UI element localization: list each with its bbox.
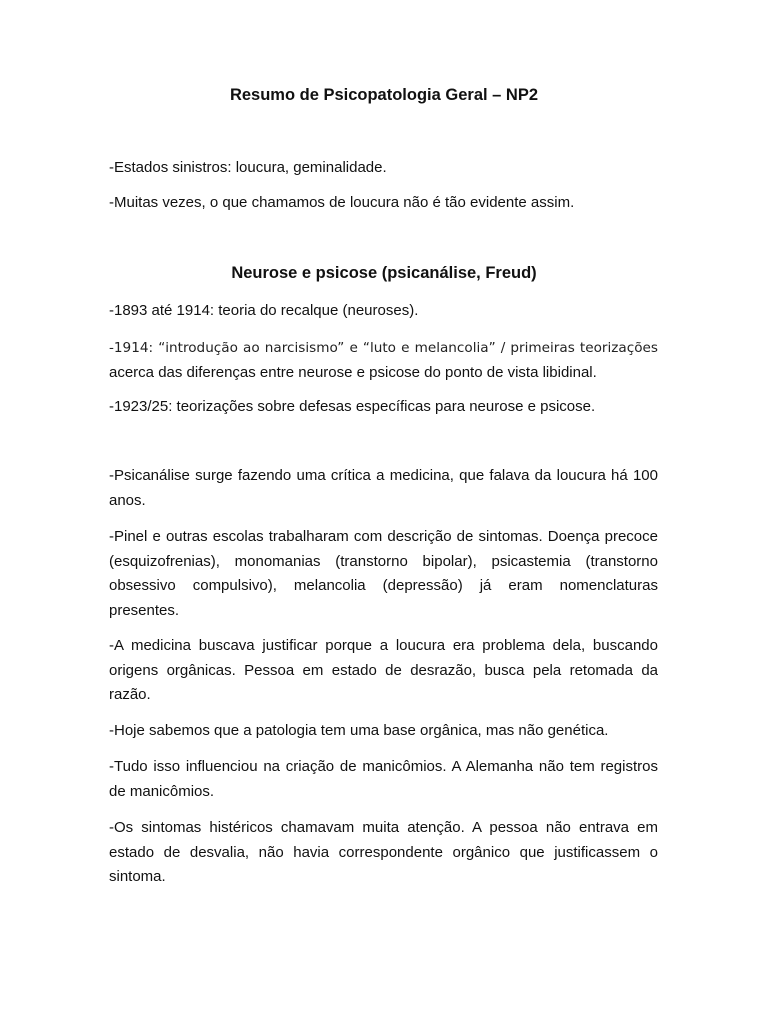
paragraph-2-line-1: -Pinel e outras escolas trabalharam com descrição de sintomas. Doença precoce [109,528,658,545]
timeline-item-3: -1923/25: teorizações sobre defesas específicas para neurose e psicose. [109,398,596,415]
paragraph-2-line-3: obsessivo compulsivo), melancolia (depressão) já eram nomenclaturas [109,577,658,594]
paragraph-6-line-3: sintoma. [109,868,166,885]
paragraph-2-line-2: (esquizofrenias), monomanias (transtorno bipolar), psicastemia (transtorno [109,552,658,570]
timeline-item-2 [109,336,658,385]
paragraph-3-line-1: -A medicina buscava justificar porque a loucura era problema dela, buscando [109,637,658,654]
paragraph-6-line-1: -Os sintomas histéricos chamavam muita atenção. A pessoa não entrava em [109,819,658,836]
paragraph-3-line-2: origens orgânicas. Pessoa em estado de desrazão, busca pela retomada da [109,661,658,679]
paragraph-5-line-2: de manicômios. [109,782,215,800]
paragraph-5-line-1: -Tudo isso influenciou na criação de manicômios. A Alemanha não tem registros [109,758,658,775]
timeline-item-1: -1893 até 1914: teoria do recalque (neuroses). [109,302,419,319]
paragraph-4: -Hoje sabemos que a patologia tem uma base orgânica, mas não genética. [109,722,609,739]
paragraph-1-line-1: -Psicanálise surge fazendo uma crítica a medicina, que falava da loucura há 100 [109,467,658,484]
paragraph-2-line-4: presentes. [109,601,180,619]
document-title: Resumo de Psicopatologia Geral – NP2 [229,86,539,104]
intro-line-1: -Estados sinistros: loucura, geminalidade. [109,159,387,176]
paragraph-3-line-3: razão. [109,686,151,703]
paragraph-3 [109,634,658,708]
timeline-item-2-line-1: -1914: “introdução ao narcisismo” e “luto e melancolia” / primeiras teorizações [109,340,658,356]
paragraph-6 [109,816,658,890]
paragraph-1-line-2: anos. [109,491,146,509]
section-heading: Neurose e psicose (psicanálise, Freud) [231,264,537,282]
paragraph-6-line-2: estado de desvalia, não havia correspondente orgânico que justificassem o [109,843,658,861]
paragraph-5 [109,755,658,804]
timeline-item-2-line-2: acerca das diferenças entre neurose e psicose do ponto de vista libidinal. [109,363,597,381]
paragraph-2 [109,525,658,623]
intro-line-2: -Muitas vezes, o que chamamos de loucura não é tão evidente assim. [109,194,575,211]
paragraph-1 [109,464,658,513]
